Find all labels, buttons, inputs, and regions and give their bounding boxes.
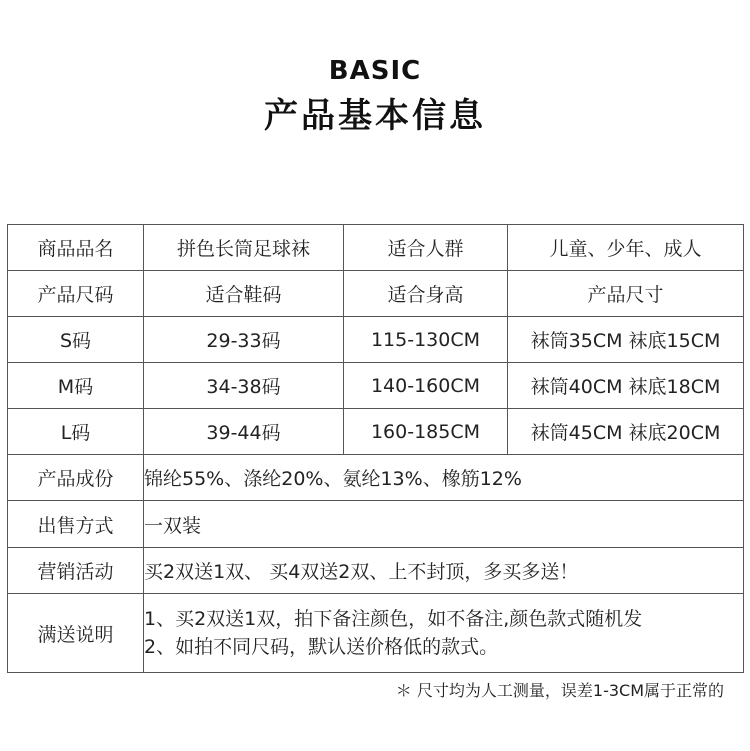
value-sale-mode: 一双装 [144, 501, 744, 548]
row-size-m [8, 363, 744, 409]
cell-dimensions: 袜筒35CM 袜底15CM [508, 317, 744, 363]
label-material: 产品成份 [8, 455, 144, 501]
label-target-audience: 适合人群 [344, 225, 508, 271]
page-title: 产品基本信息 [264, 96, 486, 136]
cell-size: L码 [8, 409, 144, 455]
cell-height: 160-185CM [344, 409, 508, 455]
header-height: 适合身高 [344, 271, 508, 317]
value-material: 锦纶55%、涤纶20%、氨纶13%、橡筋12% [144, 455, 744, 501]
label-sale-mode: 出售方式 [8, 501, 144, 548]
row-size-s [8, 317, 744, 363]
header-dimensions: 产品尺寸 [508, 271, 744, 317]
cell-size: M码 [8, 363, 144, 409]
measurement-footnote: ＊ 尺寸均为人工测量，误差1-3CM属于正常的 [395, 681, 724, 700]
cell-shoe-size: 39-44码 [144, 409, 344, 455]
label-gift-note: 满送说明 [8, 594, 144, 673]
product-info-table [7, 224, 744, 673]
header-size: 产品尺码 [8, 271, 144, 317]
cell-shoe-size: 34-38码 [144, 363, 344, 409]
row-product-name [8, 225, 744, 271]
gift-note-line-2: 2、如拍不同尺码，默认送价格低的款式。 [144, 636, 499, 658]
row-gift-note [8, 594, 744, 673]
value-product-name: 拼色长筒足球袜 [144, 225, 344, 271]
cell-size: S码 [8, 317, 144, 363]
row-size-header [8, 271, 744, 317]
row-material [8, 455, 744, 501]
label-promotion: 营销活动 [8, 548, 144, 594]
row-promotion [8, 548, 744, 594]
cell-height: 140-160CM [344, 363, 508, 409]
cell-height: 115-130CM [344, 317, 508, 363]
cell-shoe-size: 29-33码 [144, 317, 344, 363]
gift-note-line-1: 1、买2双送1双，拍下备注颜色，如不备注,颜色款式随机发 [144, 608, 643, 630]
label-product-name: 商品品名 [8, 225, 144, 271]
header-shoe-size: 适合鞋码 [144, 271, 344, 317]
value-gift-note [144, 594, 744, 673]
value-target-audience: 儿童、少年、成人 [508, 225, 744, 271]
row-sale-mode [8, 501, 744, 548]
row-size-l [8, 409, 744, 455]
cell-dimensions: 袜筒40CM 袜底18CM [508, 363, 744, 409]
title-english: BASIC [328, 56, 422, 86]
value-promotion: 买2双送1双、 买4双送2双、上不封顶，多买多送！ [144, 548, 744, 594]
cell-dimensions: 袜筒45CM 袜底20CM [508, 409, 744, 455]
